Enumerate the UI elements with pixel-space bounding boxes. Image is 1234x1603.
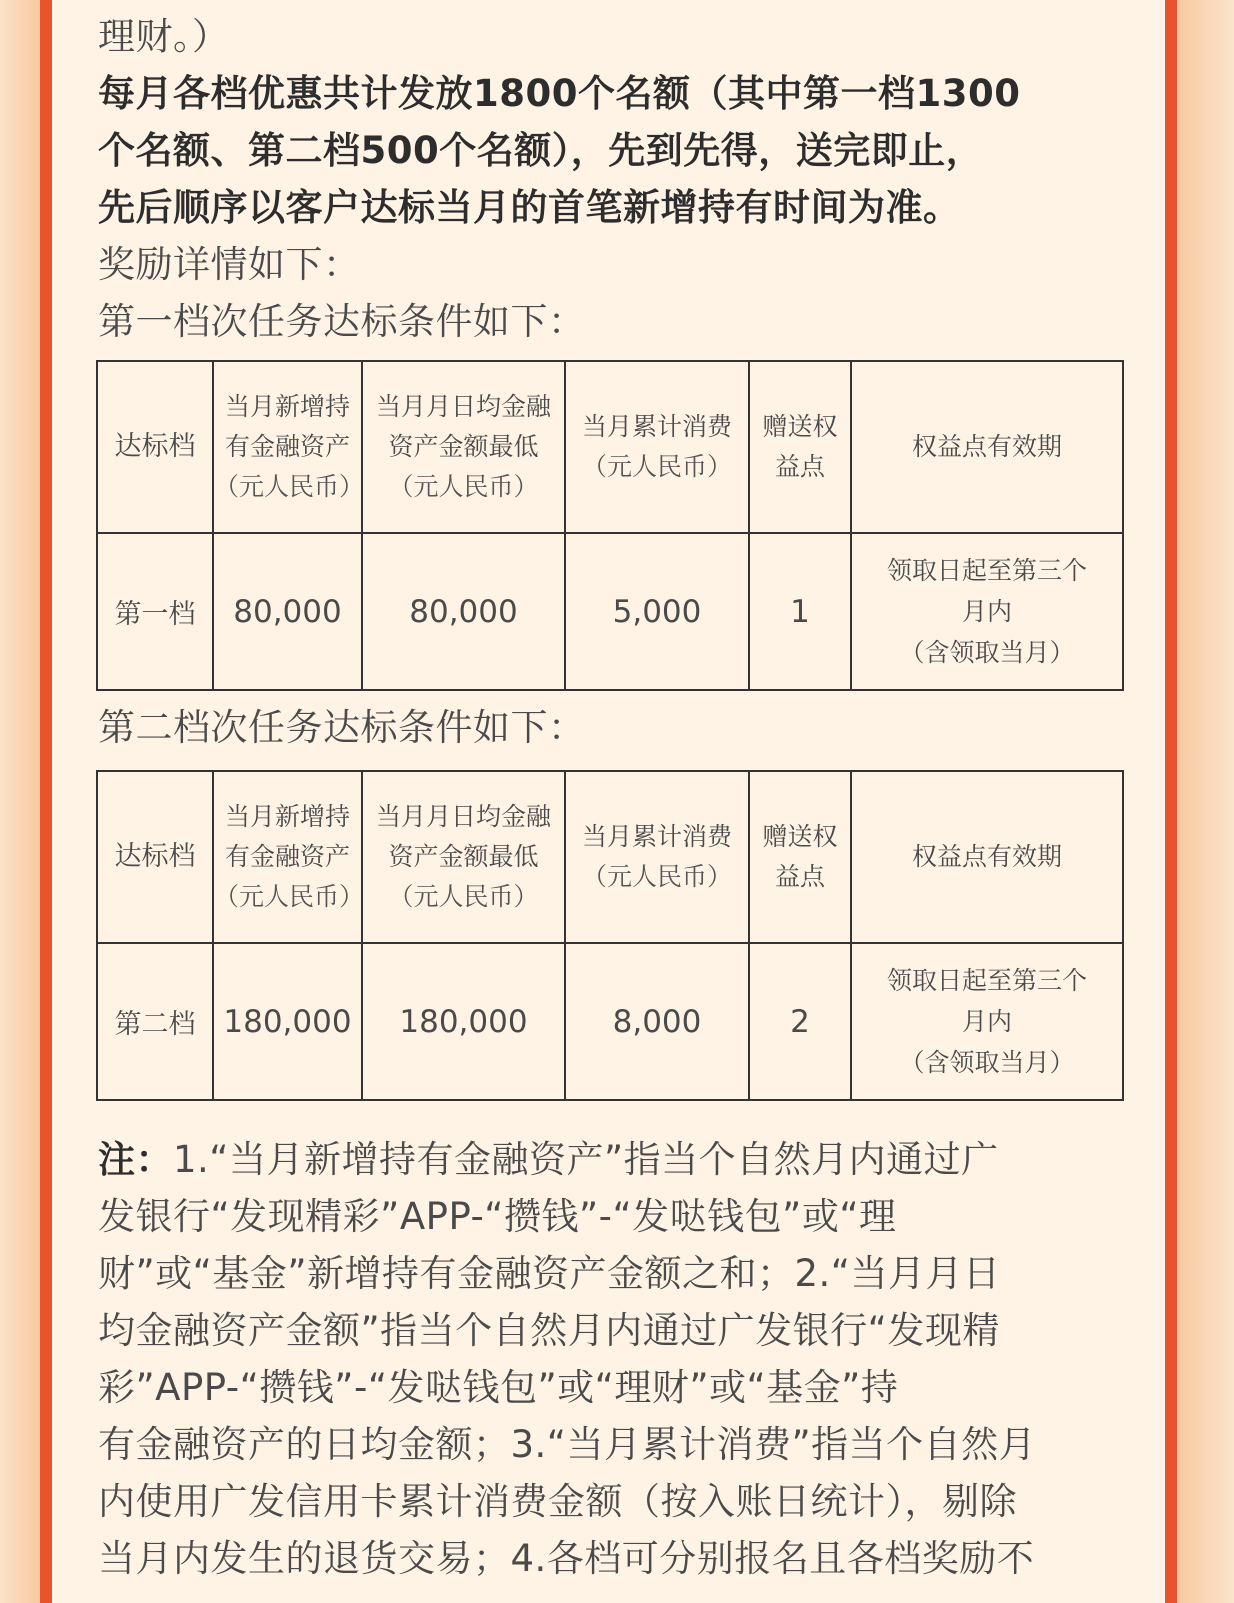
notes-label: 注： <box>98 1138 173 1181</box>
header-spending-l1: 当月累计消费 <box>581 822 732 851</box>
header-avg-assets <box>362 361 565 533</box>
cell-avg-assets: 80,000 <box>362 533 565 690</box>
header-points-l2: 益点 <box>774 452 825 481</box>
header-spending <box>565 361 749 533</box>
cell-points: 2 <box>749 943 851 1100</box>
tier2-heading: 第二档次任务达标条件如下： <box>98 706 586 749</box>
header-tier: 达标档 <box>97 771 213 943</box>
header-validity: 权益点有效期 <box>851 771 1123 943</box>
validity-l3: （含领取当月） <box>899 638 1075 667</box>
tier2-data-row <box>97 943 1123 1100</box>
tier1-data-row <box>97 533 1123 690</box>
left-decorative-rail <box>0 0 40 1603</box>
header-avg-assets <box>362 771 565 943</box>
header-new-assets <box>213 361 365 533</box>
intro-line-continued: 理财。） <box>98 15 230 58</box>
tier1-heading: 第一档次任务达标条件如下： <box>98 300 586 343</box>
header-new-assets-l2: 有金融资产 <box>224 842 350 871</box>
header-points-l1: 赠送权 <box>762 412 838 441</box>
header-avg-assets-l1: 当月月日均金融 <box>375 802 551 831</box>
header-spending-unit: （元人民币） <box>581 862 732 891</box>
header-new-assets <box>213 771 365 943</box>
header-spending-unit: （元人民币） <box>581 452 732 481</box>
cell-validity <box>851 533 1123 690</box>
header-points-l2: 益点 <box>774 862 825 891</box>
header-new-assets-unit: （元人民币） <box>214 882 365 911</box>
quota-line-1: 每月各档优惠共计发放1800个名额（其中第一档1300 <box>98 72 1021 115</box>
note-line-7: 内使用广发信用卡累计消费金额（按入账日统计），剔除 <box>98 1480 1017 1523</box>
header-avg-assets-l2: 资产金额最低 <box>388 432 539 461</box>
header-new-assets-l1: 当月新增持 <box>224 802 350 831</box>
cell-new-assets: 180,000 <box>213 943 362 1100</box>
header-avg-assets-l1: 当月月日均金融 <box>375 392 551 421</box>
cell-new-assets: 80,000 <box>213 533 362 690</box>
left-accent-stripe <box>40 0 52 1603</box>
cell-points: 1 <box>749 533 851 690</box>
validity-l3: （含领取当月） <box>899 1048 1075 1077</box>
notes-block <box>98 1131 1118 1587</box>
header-avg-assets-unit: （元人民币） <box>388 472 539 501</box>
cell-spending: 5,000 <box>565 533 749 690</box>
tier1-header-row <box>97 361 1123 533</box>
validity-l2: 月内 <box>961 1007 1012 1036</box>
reward-details-heading: 奖励详情如下： <box>98 243 361 286</box>
header-points <box>749 361 851 533</box>
note-line-1-text: 1.“当月新增持有金融资产”指当个自然月内通过广 <box>173 1138 999 1181</box>
validity-l1: 领取日起至第三个 <box>886 966 1087 995</box>
quota-line-3: 先后顺序以客户达标当月的首笔新增持有时间为准。 <box>98 186 961 229</box>
header-validity: 权益点有效期 <box>851 361 1123 533</box>
validity-l2: 月内 <box>961 597 1012 626</box>
header-new-assets-l2: 有金融资产 <box>224 432 350 461</box>
right-accent-stripe <box>1165 0 1177 1603</box>
header-new-assets-l1: 当月新增持 <box>224 392 350 421</box>
header-points-l1: 赠送权 <box>762 822 838 851</box>
cell-spending: 8,000 <box>565 943 749 1100</box>
header-tier: 达标档 <box>97 361 213 533</box>
cell-tier: 第一档 <box>97 533 213 690</box>
tier2-table <box>96 770 1124 1101</box>
note-line-6: 有金融资产的日均金额；3.“当月累计消费”指当个自然月 <box>98 1423 1037 1466</box>
cell-avg-assets: 180,000 <box>362 943 565 1100</box>
article-body <box>98 0 1118 1587</box>
cell-tier: 第二档 <box>97 943 213 1100</box>
note-line-2: 发银行“发现精彩”APP-“攒钱”-“发哒钱包”或“理 <box>98 1195 897 1238</box>
note-line-1 <box>98 1131 1118 1188</box>
header-new-assets-unit: （元人民币） <box>214 472 365 501</box>
note-line-4: 均金融资产金额”指当个自然月内通过广发银行“发现精 <box>98 1309 1000 1352</box>
header-avg-assets-l2: 资产金额最低 <box>388 842 539 871</box>
header-spending-l1: 当月累计消费 <box>581 412 732 441</box>
right-decorative-rail <box>1177 0 1234 1603</box>
tier2-header-row <box>97 771 1123 943</box>
header-avg-assets-unit: （元人民币） <box>388 882 539 911</box>
cell-validity <box>851 943 1123 1100</box>
header-spending <box>565 771 749 943</box>
header-points <box>749 771 851 943</box>
validity-l1: 领取日起至第三个 <box>886 556 1087 585</box>
note-line-8: 当月内发生的退货交易；4.各档可分别报名且各档奖励不 <box>98 1537 1035 1580</box>
quota-line-2: 个名额、第二档500个名额），先到先得，送完即止， <box>98 129 984 172</box>
tier1-table <box>96 360 1124 691</box>
note-line-3: 财”或“基金”新增持有金融资产金额之和；2.“当月月日 <box>98 1252 1001 1295</box>
note-line-5: 彩”APP-“攒钱”-“发哒钱包”或“理财”或“基金”持 <box>98 1366 899 1409</box>
